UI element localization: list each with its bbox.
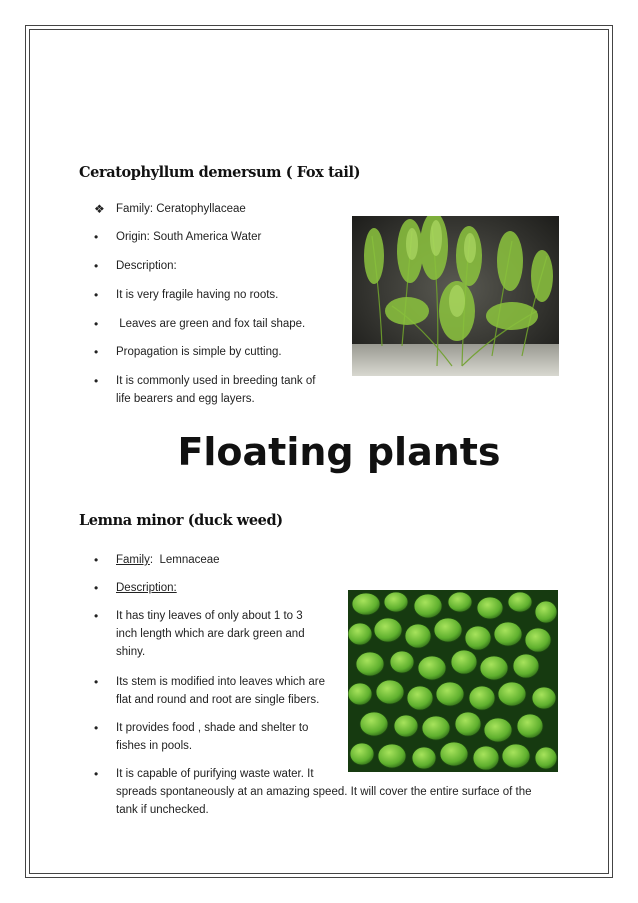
foxtail-usage-line1: It is commonly used in breeding tank of <box>116 375 316 387</box>
diamond-bullet-icon: ❖ <box>94 202 105 216</box>
duckweed-food-line2: fishes in pools. <box>116 740 193 752</box>
foxtail-origin: Origin: South America Water <box>116 231 262 243</box>
list-item <box>94 315 305 334</box>
duckweed-image <box>348 590 558 772</box>
floating-plants-title: Floating plants <box>177 430 501 474</box>
foxtail-leaves-text: Leaves are green and fox tail shape. <box>116 318 306 330</box>
foxtail-heading: Ceratophyllum demersum ( Fox tail) <box>79 164 361 181</box>
list-item <box>94 257 177 276</box>
list-item <box>94 719 308 755</box>
list-item <box>94 286 278 305</box>
duckweed-leaves-text <box>116 607 305 661</box>
duckweed-leaves-line3: shiny. <box>116 646 146 658</box>
foxtail-usage-line2: life bearers and egg layers. <box>116 393 255 405</box>
bullet-icon <box>94 719 116 738</box>
foxtail-family: Family: Ceratophyllaceae <box>116 203 246 215</box>
list-item <box>94 579 177 598</box>
list-item <box>94 343 282 362</box>
list-item <box>94 228 261 247</box>
list-item <box>94 673 325 709</box>
bullet-icon <box>94 673 116 692</box>
duckweed-stem-text <box>116 673 325 709</box>
foxtail-usage-text <box>116 372 315 408</box>
bullet-icon <box>94 315 116 334</box>
bullet-icon <box>94 551 116 570</box>
foxtail-fragile-text: It is very fragile having no roots. <box>116 289 279 301</box>
duckweed-food-line1: It provides food , shade and shelter to <box>116 722 309 734</box>
bullet-icon <box>94 228 116 247</box>
list-item <box>94 200 246 218</box>
list-item <box>94 551 220 570</box>
bullet-icon <box>94 579 116 598</box>
duckweed-purify-line3: tank if unchecked. <box>116 804 209 816</box>
bullet-icon <box>94 286 116 305</box>
list-item <box>94 765 532 819</box>
foxtail-propagation-text: Propagation is simple by cutting. <box>116 346 282 358</box>
bullet-icon <box>94 343 116 362</box>
duckweed-purify-line1: It is capable of purifying waste water. It <box>116 768 314 780</box>
bullet-icon <box>94 607 116 626</box>
bullet-icon <box>94 257 116 276</box>
duckweed-family-label: Family <box>116 554 150 566</box>
list-item <box>94 607 305 661</box>
duckweed-purify-text <box>116 765 532 819</box>
duckweed-food-text <box>116 719 308 755</box>
foxtail-plant-image <box>352 216 559 376</box>
list-item <box>94 372 315 408</box>
duckweed-leaves-line1: It has tiny leaves of only about 1 to 3 <box>116 610 303 622</box>
bullet-icon <box>94 765 116 784</box>
duckweed-family-value: : Lemnaceae <box>149 554 220 566</box>
bullet-icon <box>94 372 116 391</box>
duckweed-description-label: Description: <box>116 582 177 594</box>
duckweed-stem-line1: Its stem is modified into leaves which are <box>116 676 326 688</box>
duckweed-leaves-line2: inch length which are dark green and <box>116 628 305 640</box>
foxtail-description-label: Description: <box>116 260 177 272</box>
duckweed-heading: Lemna minor (duck weed) <box>79 512 283 529</box>
duckweed-purify-line2: spreads spontaneously at an amazing speed. It will cover the entire surface of the <box>116 786 532 798</box>
duckweed-stem-line2: flat and round and root are single fibers. <box>116 694 320 706</box>
